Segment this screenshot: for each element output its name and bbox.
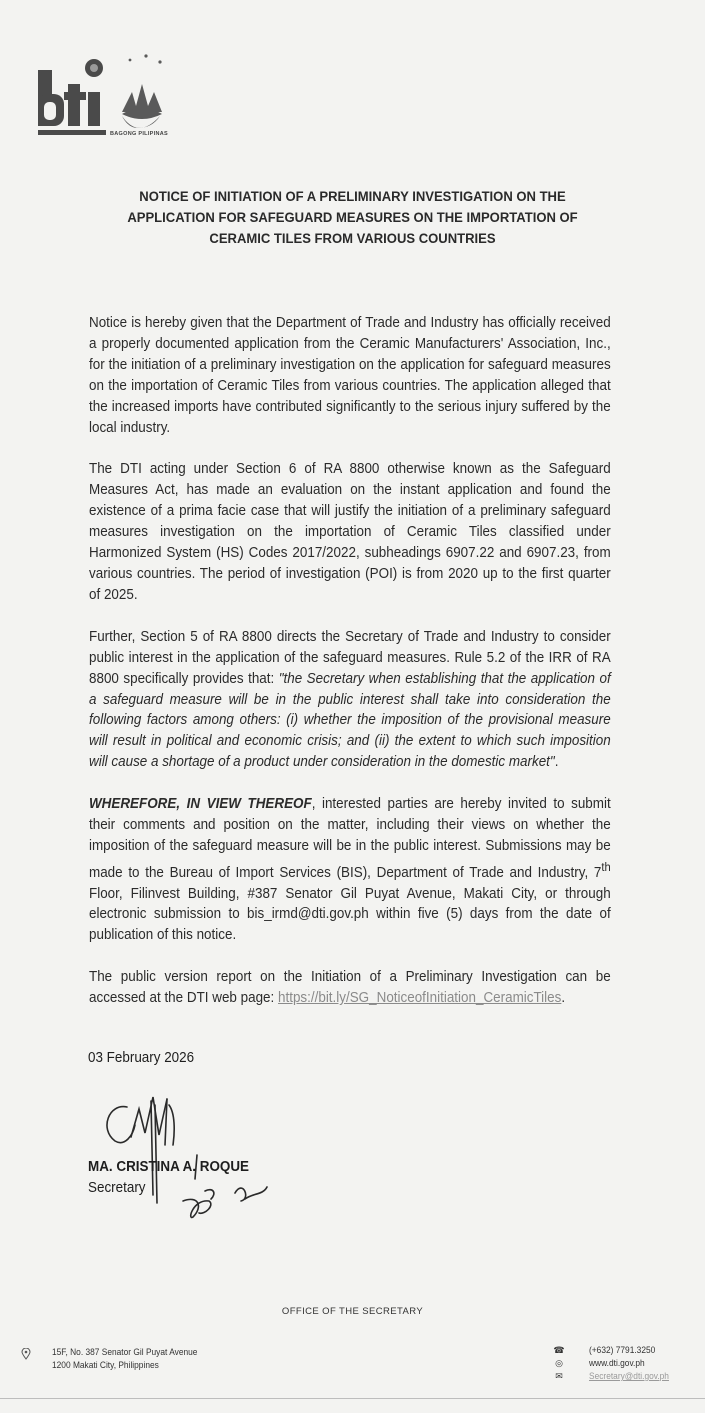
phone-number: (+632) 7791.3250 [589,1345,656,1355]
address-line: 1200 Makati City, Philippines [52,1360,159,1370]
paragraph-wherefore: WHEREFORE, IN VIEW THEREOF, interested parties are hereby invited to submit their comments and position on the matter, including their views on whether the imposition of the safeguard measure will be in the public interest. Submissions may be made to the Bureau of Import Services (BIS), Department of Trade and Industry, 7th Floor, Filinvest Building, #387 Senator Gil Puyat Avenue, Makati City, or through electronic submission to bis_irmd@dti.gov.ph within five (5) days from the date of publication of this notice. [89,796,611,944]
title-line: CERAMIC TILES FROM VARIOUS COUNTRIES [209,231,496,247]
paragraph-public-interest: Further, Section 5 of RA 8800 directs the Secretary of Trade and Industry to consider public interest in the application of the safeguard measures. Rule 5.2 of the IRR of RA 8800 specifically provides that: "the Secretary when establishing that the application of a safeguard measure will be in the public interest shall take into consideration the following factors among others: (i) whether the imposition of the provisional measure will result in political and economic crisis; and (ii) the extent to which such imposition will cause a shortage of a product under consideration in the domestic market". [89,628,611,771]
dti-logo [38,44,198,144]
notice-body [89,313,611,1030]
signer-name: MA. CRISTINA A. ROQUE [88,1159,250,1175]
title-line: NOTICE OF INITIATION OF A PRELIMINARY INVESTIGATION ON THE [139,189,566,205]
logo-tagline: BAGONG PILIPINAS [110,131,168,137]
contact-icons [553,1344,565,1383]
footer-divider [0,1398,705,1399]
paragraph-public-version: The public version report on the Initiation of a Preliminary Investigation can be accessed at the DTI web page: https://bit.ly/SG_NoticeofInitiation_CeramicTiles. [89,969,611,1007]
email-link[interactable]: Secretary@dti.gov.ph [589,1371,669,1381]
signer-title: Secretary [88,1180,146,1196]
signature-mark [95,1075,275,1225]
phone-icon: ☎ [553,1345,565,1355]
office-address [52,1346,197,1372]
paragraph-notice: Notice is hereby given that the Department of Trade and Industry has officially received a properly documented application from the Ceramic Manufacturers' Association, Inc., for the initiation of a preliminary investigation on the application for safeguard measures on the importation of Ceramic Tiles from various countries. The application alleged that the increased imports have contributed significantly to the serious injury suffered by the local industry. [89,315,611,436]
mail-icon: ✉ [555,1371,563,1381]
paragraph-evaluation: The DTI acting under Section 6 of RA 8800 otherwise known as the Safeguard Measures Act, has made an evaluation on the instant application and found the existence of a prima facie case that will justify the initiation of a preliminary safeguard measures investigation on the importation of Ceramic Tiles classified under Harmonized System (HS) Codes 2017/2022, subheadings 6907.22 and 6907.23, from various countries. The period of investigation (POI) is from 2020 up to the first quarter of 2025. [89,461,611,603]
address-line: 15F, No. 387 Senator Gil Puyat Avenue [52,1347,198,1357]
web-icon: ◎ [555,1358,563,1368]
location-icon [21,1348,31,1360]
office-label: OFFICE OF THE SECRETARY [281,1306,424,1317]
issue-date: 03 February 2026 [88,1050,195,1066]
irr-quote: "the Secretary when establishing that the application of a safeguard measure will be in the public interest shall take into consideration the following factors among others: (i) whether the imposition of the provisional measure will result in political and economic crisis; and (ii) the extent to which such imposition will cause a shortage of a product under consideration in the domestic market" [89,670,611,771]
wherefore-heading: WHEREFORE, IN VIEW THEREOF [89,796,312,813]
website-link[interactable]: www.dti.gov.ph [589,1358,645,1368]
report-link[interactable]: https://bit.ly/SG_NoticeofInitiation_CeramicTiles [278,990,562,1007]
title-line: APPLICATION FOR SAFEGUARD MEASURES ON THE IMPORTATION OF [127,210,578,226]
contact-details [589,1344,669,1383]
notice-title [120,187,585,250]
